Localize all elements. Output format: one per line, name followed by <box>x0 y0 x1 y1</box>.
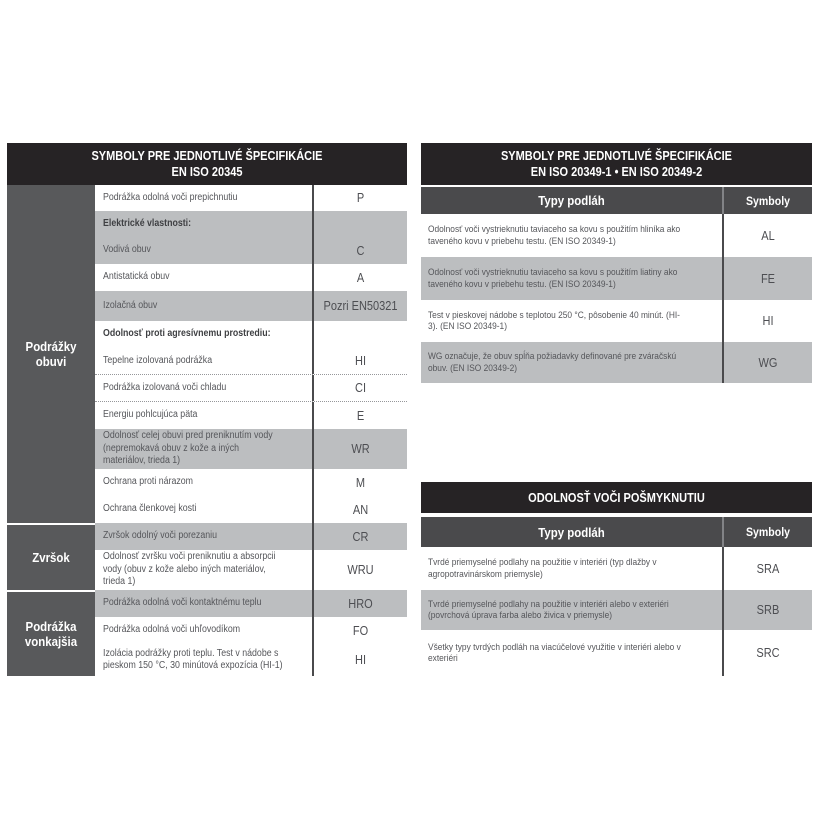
table-row <box>95 523 407 550</box>
row-description: Test v pieskovej nádobe s teplotou 250 °C, pôsobenie 40 minút. (HI-3). (EN ISO 20349-1) <box>428 309 680 332</box>
table-row <box>421 214 812 257</box>
spec-table-en-iso-20345 <box>7 143 407 676</box>
row-description: Tvrdé priemyselné podlahy na použitie v interiéri alebo v exteriéri (povrchová úprava farba alebo živica v priemysle) <box>428 598 669 621</box>
row-symbol: A <box>312 264 407 291</box>
column-header-floor-types: Typy podláh <box>538 193 605 208</box>
slip-resistance-table <box>421 482 812 676</box>
row-symbol: WG <box>722 342 812 383</box>
row-description: Elektrické vlastnosti: <box>103 217 192 229</box>
row-description: Ochrana členkovej kosti <box>103 503 197 515</box>
row-symbol: Pozri EN50321 <box>312 291 407 321</box>
table-row <box>95 211 407 237</box>
row-description: Tepelne izolovaná podrážka <box>103 354 213 366</box>
row-symbol: SRB <box>722 590 812 630</box>
row-symbol: AN <box>312 496 407 523</box>
table-row <box>95 590 407 617</box>
row-description: Izolačná obuv <box>103 299 158 311</box>
table-row <box>95 469 407 496</box>
row-symbol: E <box>312 402 407 429</box>
row-description: Odolnosť celej obuvi pred preniknutím vody (nepremokavá obuv z kože a iných materiálov, trieda 1) <box>103 430 273 467</box>
row-symbol <box>312 211 407 237</box>
table-row <box>95 617 407 644</box>
row-symbol: CR <box>312 523 407 550</box>
table-title-line2: EN ISO 20349-1 • EN ISO 20349-2 <box>530 165 703 179</box>
table-row <box>95 375 407 402</box>
row-description: Antistatická obuv <box>103 271 170 283</box>
table-row <box>95 185 407 211</box>
row-symbol: HI <box>722 300 812 342</box>
table-row <box>95 550 407 590</box>
row-symbol: FO <box>312 617 407 644</box>
table-title <box>7 143 407 185</box>
row-symbol <box>312 321 407 348</box>
table-title-line2: EN ISO 20345 <box>171 165 243 179</box>
table-title-line1: ODOLNOSŤ VOČI POŠMYKNUTIU <box>528 490 705 505</box>
table-row <box>95 291 407 321</box>
rows-column <box>95 185 407 676</box>
row-symbol: HRO <box>312 590 407 617</box>
row-description: Odolnosť proti agresívnemu prostrediu: <box>103 328 271 340</box>
table-title <box>421 482 812 513</box>
column-header-row <box>421 517 812 547</box>
row-symbol: WRU <box>312 550 407 590</box>
table-title-line1: SYMBOLY PRE JEDNOTLIVÉ ŠPECIFIKÁCIE <box>91 149 323 163</box>
row-description: Podrážka izolovaná voči chladu <box>103 381 227 393</box>
row-description: Podrážka odolná voči prepichnutiu <box>103 191 238 203</box>
rows-column <box>421 547 812 676</box>
column-header-floor-types: Typy podláh <box>538 524 605 540</box>
row-description: Vodivá obuv <box>103 244 151 256</box>
row-description: Všetky typy tvrdých podláh na viacúčelové využitie v interiéri alebo v exteriéri <box>428 641 681 664</box>
row-symbol: FE <box>722 257 812 300</box>
row-description: Podrážka odolná voči uhľovodíkom <box>103 624 241 636</box>
row-description: Zvršok odolný voči porezaniu <box>103 530 217 542</box>
category-label: Podrážka vonkajšia <box>7 590 95 676</box>
table-row <box>421 630 812 676</box>
row-description: Ochrana proti nárazom <box>103 476 194 488</box>
table-title-line1: SYMBOLY PRE JEDNOTLIVÉ ŠPECIFIKÁCIE <box>500 149 733 163</box>
table-row <box>95 429 407 469</box>
category-column <box>7 185 95 676</box>
row-description: Podrážka odolná voči kontaktnému teplu <box>103 597 262 609</box>
row-description: Odolnosť voči vystrieknutiu taviaceho sa kovu s použitím liatiny ako taveného kovu v priebehu testu. (EN ISO 20349-1) <box>428 267 678 290</box>
table-row <box>95 237 407 264</box>
row-symbol: HI <box>312 644 407 676</box>
row-description: Izolácia podrážky proti teplu. Test v nádobe s pieskom 150 °C, 30 minútová expozícia (HI-1) <box>103 647 283 671</box>
row-description: Tvrdé priemyselné podlahy na použitie v interiéri (typ dlažby v agropotravinárskom priemysle) <box>428 557 657 580</box>
table-row <box>95 264 407 291</box>
row-description: Odolnosť zvršku voči preniknutiu a absorpcii vody (obuv z kože alebo iných materiálov, trieda 1) <box>103 551 276 588</box>
table-row <box>95 402 407 429</box>
row-symbol: HI <box>312 348 407 374</box>
category-label: Podrážky obuvi <box>25 339 77 369</box>
table-row <box>421 547 812 590</box>
table-row <box>95 644 407 676</box>
row-symbol: SRA <box>722 547 812 590</box>
table-title <box>421 143 812 185</box>
row-symbol: M <box>312 469 407 496</box>
table-row <box>421 300 812 342</box>
table-row <box>421 257 812 300</box>
row-symbol: CI <box>312 375 407 401</box>
column-header-symbols: Symboly <box>722 517 812 547</box>
column-header-row <box>421 187 812 214</box>
row-symbol: AL <box>722 214 812 257</box>
row-description: Energiu pohlcujúca päta <box>103 409 198 421</box>
table-row <box>95 321 407 348</box>
row-symbol: WR <box>312 429 407 469</box>
row-symbol: C <box>312 237 407 264</box>
row-symbol: SRC <box>722 630 812 676</box>
rows-column <box>421 214 812 383</box>
table-row <box>95 496 407 523</box>
category-label: Zvršok <box>7 523 95 590</box>
table-row <box>421 590 812 630</box>
row-symbol: P <box>312 185 407 211</box>
table-row <box>421 342 812 383</box>
table-body <box>7 185 407 676</box>
row-description: WG označuje, že obuv spĺňa požiadavky definované pre zváračskú obuv. (EN ISO 20349-2) <box>428 351 677 374</box>
column-header-symbols: Symboly <box>722 187 812 214</box>
table-row <box>95 348 407 375</box>
row-description: Odolnosť voči vystrieknutiu taviaceho sa kovu s použitím hliníka ako taveného kovu v priebehu testu. (EN ISO 20349-1) <box>428 224 681 247</box>
spec-table-en-iso-20349 <box>421 143 812 383</box>
